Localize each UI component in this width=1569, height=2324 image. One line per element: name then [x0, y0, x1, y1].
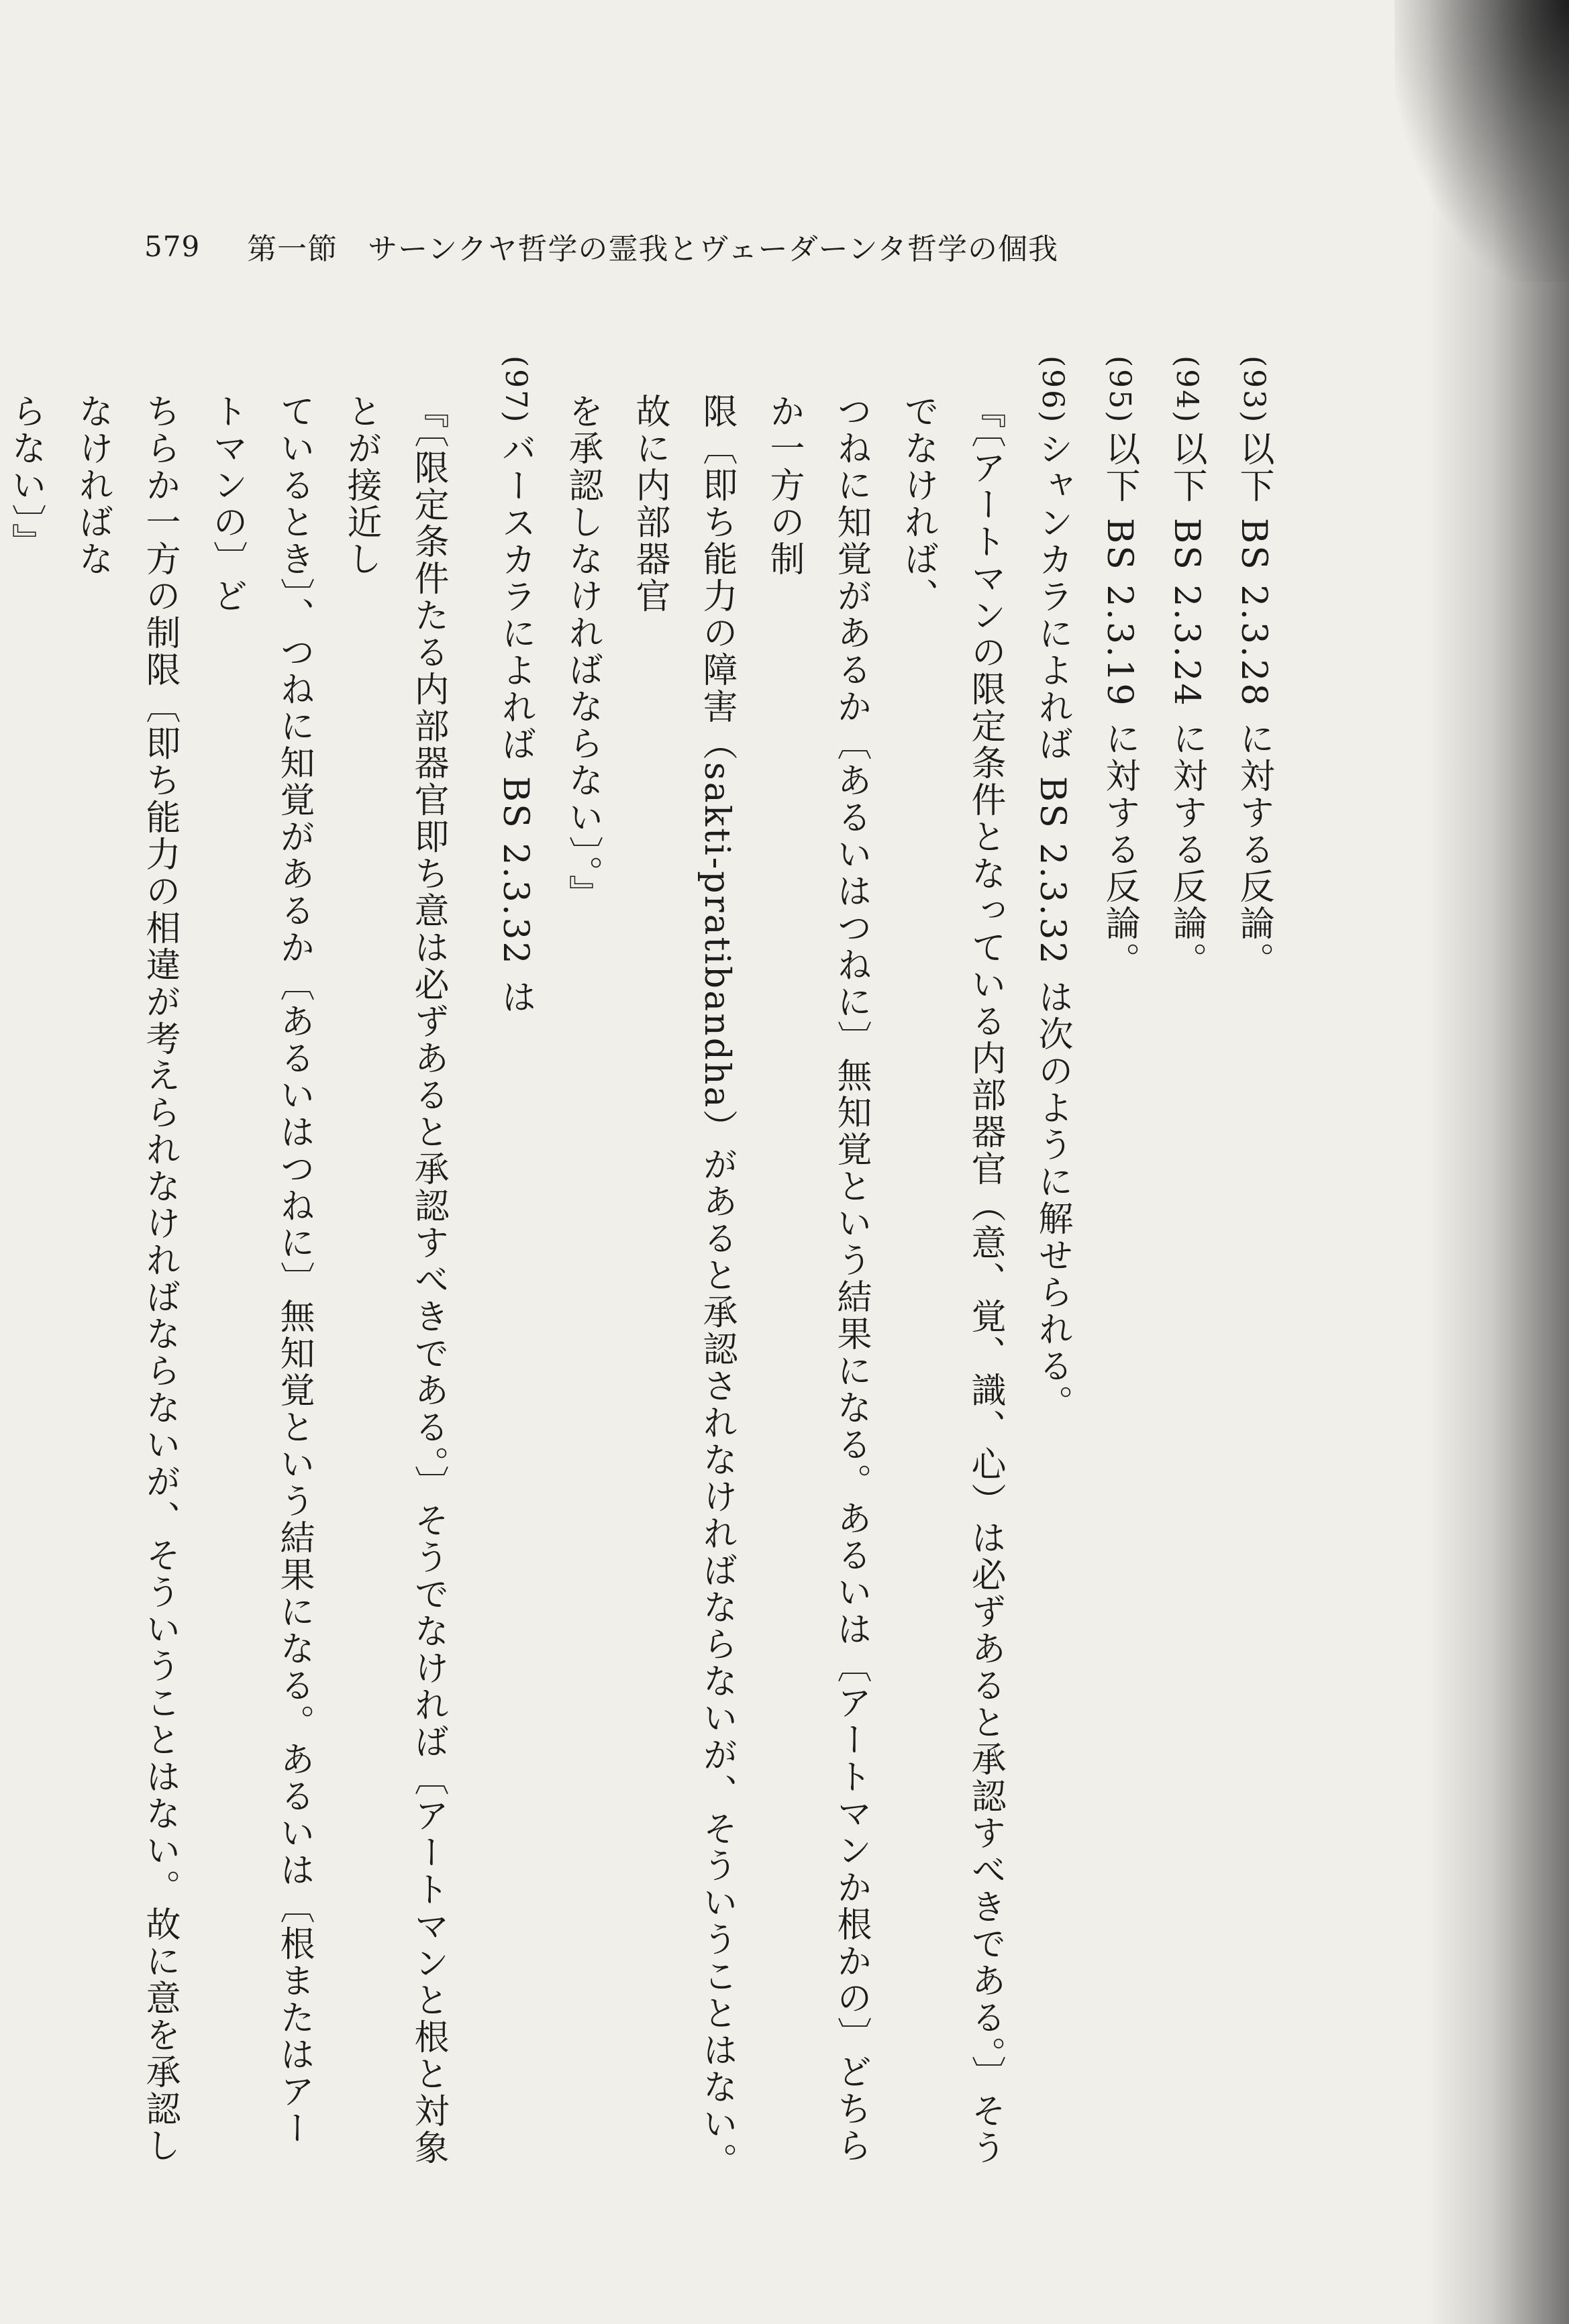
note-line: ているとき〕、つねに知覚があるか〔あるいはつねに〕無知覚という結果になる。あるいは〔根またはアートマンの〕ど	[207, 393, 314, 2147]
running-head	[144, 223, 1058, 270]
page-edge-shadow	[1428, 0, 1569, 2324]
note-number: (97)	[499, 356, 533, 425]
note-line: ちらか一方の制限〔即ち能力の相違が考えられなければならないが、そういうことはない。故に意を承認しなければな	[72, 393, 180, 2164]
note-line: 以下 BS 2.3.28 に対する反論。	[1233, 431, 1274, 980]
note-95	[1086, 356, 1153, 2180]
note-number: (95)	[1103, 356, 1137, 425]
note-97	[482, 356, 549, 2180]
note-number: (96)	[1035, 356, 1070, 425]
note-line: つねに知覚があるか〔あるいはつねに〕無知覚という結果になる。あるいは〔アートマンか根かの〕どちらか一方の制	[764, 393, 871, 2164]
note-93	[1220, 356, 1287, 2180]
note-94	[1153, 356, 1220, 2180]
page-number: 579	[144, 229, 201, 263]
note-line: を承認しなければならない〕。』	[562, 393, 603, 912]
note-number: (94)	[1170, 356, 1204, 425]
note-line: バースカラによれば BS 2.3.32 は	[495, 431, 536, 1016]
page-corner-shadow	[1395, 0, 1569, 282]
endnotes	[0, 356, 1287, 2180]
note-line: 以下 BS 2.3.19 に対する反論。	[1099, 431, 1140, 980]
note-line: 『〔アートマンの限定条件となっている内部器官（意、覚、識、心）は必ずあると承認すべきである。〕そうでなければ、	[898, 393, 1005, 2166]
note-line: シャンカラによれば BS 2.3.32 は次のように解せられる。	[1032, 431, 1072, 1422]
note-line: らない〕』	[5, 393, 46, 560]
note-number: (93)	[1237, 356, 1271, 425]
note-96	[1019, 356, 1086, 2180]
section-title: 第一節 サーンクヤ哲学の霊我とヴェーダーンタ哲学の個我	[247, 232, 1059, 266]
note-line: 以下 BS 2.3.24 に対する反論。	[1166, 431, 1207, 980]
note-line: 『〔限定条件たる内部器官即ち意は必ずあると承認すべきである。〕そうでなければ〔アートマンと根と対象とが接近し	[341, 393, 448, 2166]
note-line: 限〔即ち能力の障害（sakti-pratibandha）があると承認されなければならないが、そういうことはない。故に内部器官	[629, 393, 737, 2180]
